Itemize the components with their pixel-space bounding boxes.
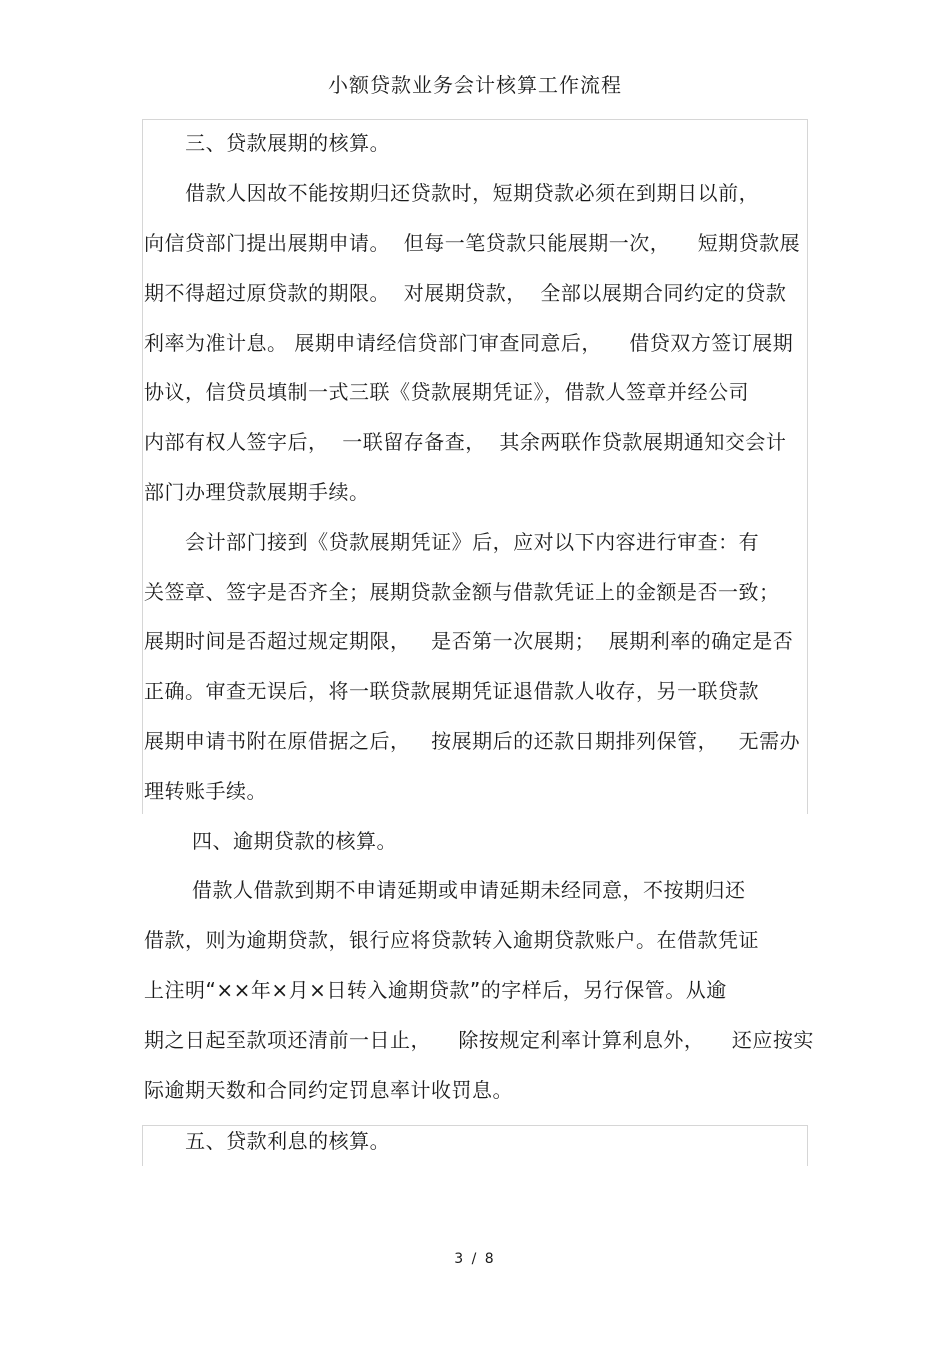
paragraph-line: 期不得超过原贷款的期限。 对展期贷款， 全部以展期合同约定的贷款 [144, 281, 787, 305]
paragraph-line: 正确。审查无误后，将一联贷款展期凭证退借款人收存，另一联贷款 [144, 679, 759, 703]
document-title: 小额贷款业务会计核算工作流程 [328, 73, 622, 97]
paragraph-line: 借款人借款到期不申请延期或申请延期未经同意，不按期归还 [144, 878, 746, 902]
paragraph-line: 际逾期天数和合同约定罚息率计收罚息。 [144, 1078, 513, 1102]
section-heading-overdue-loan: 四、逾期贷款的核算。 [144, 829, 398, 853]
paragraph-line: 展期时间是否超过规定期限， 是否第一次展期； 展期利率的确定是否 [144, 629, 794, 653]
paragraph-line: 向信贷部门提出展期申请。 但每一笔贷款只能展期一次， 短期贷款展 [144, 231, 801, 255]
section-frame-extension [142, 119, 808, 814]
paragraph-line: 部门办理贷款展期手续。 [144, 480, 370, 504]
section-heading-loan-extension: 三、贷款展期的核算。 [144, 131, 391, 155]
paragraph-line: 期之日起至款项还清前一日止， 除按规定利率计算利息外， 还应按实 [144, 1028, 814, 1052]
paragraph-line: 内部有权人签字后， 一联留存备查， 其余两联作贷款展期通知交会计 [144, 430, 787, 454]
paragraph-line: 协议，信贷员填制一式三联《贷款展期凭证》，借款人签章并经公司 [144, 380, 749, 404]
paragraph-line: 理转账手续。 [144, 779, 267, 803]
section-heading-loan-interest: 五、贷款利息的核算。 [144, 1129, 391, 1153]
paragraph-line: 借款人因故不能按期归还贷款时，短期贷款必须在到期日以前， [144, 181, 760, 205]
paragraph-line: 借款，则为逾期贷款，银行应将贷款转入逾期贷款账户。在借款凭证 [144, 928, 759, 952]
paragraph-line: 关签章、签字是否齐全；展期贷款金额与借款凭证上的金额是否一致； [144, 580, 780, 604]
paragraph-line: 利率为准计息。 展期申请经信贷部门审查同意后， 借贷双方签订展期 [144, 331, 794, 355]
paragraph-line: 会计部门接到《贷款展期凭证》后，应对以下内容进行审查：有 [144, 530, 760, 554]
paragraph-line: 展期申请书附在原借据之后， 按展期后的还款日期排列保管， 无需办 [144, 729, 801, 753]
paragraph-line: 上注明“××年×月×日转入逾期贷款”的字样后，另行保管。从逾 [144, 978, 727, 1002]
page-number: 3 / 8 [454, 1251, 496, 1267]
